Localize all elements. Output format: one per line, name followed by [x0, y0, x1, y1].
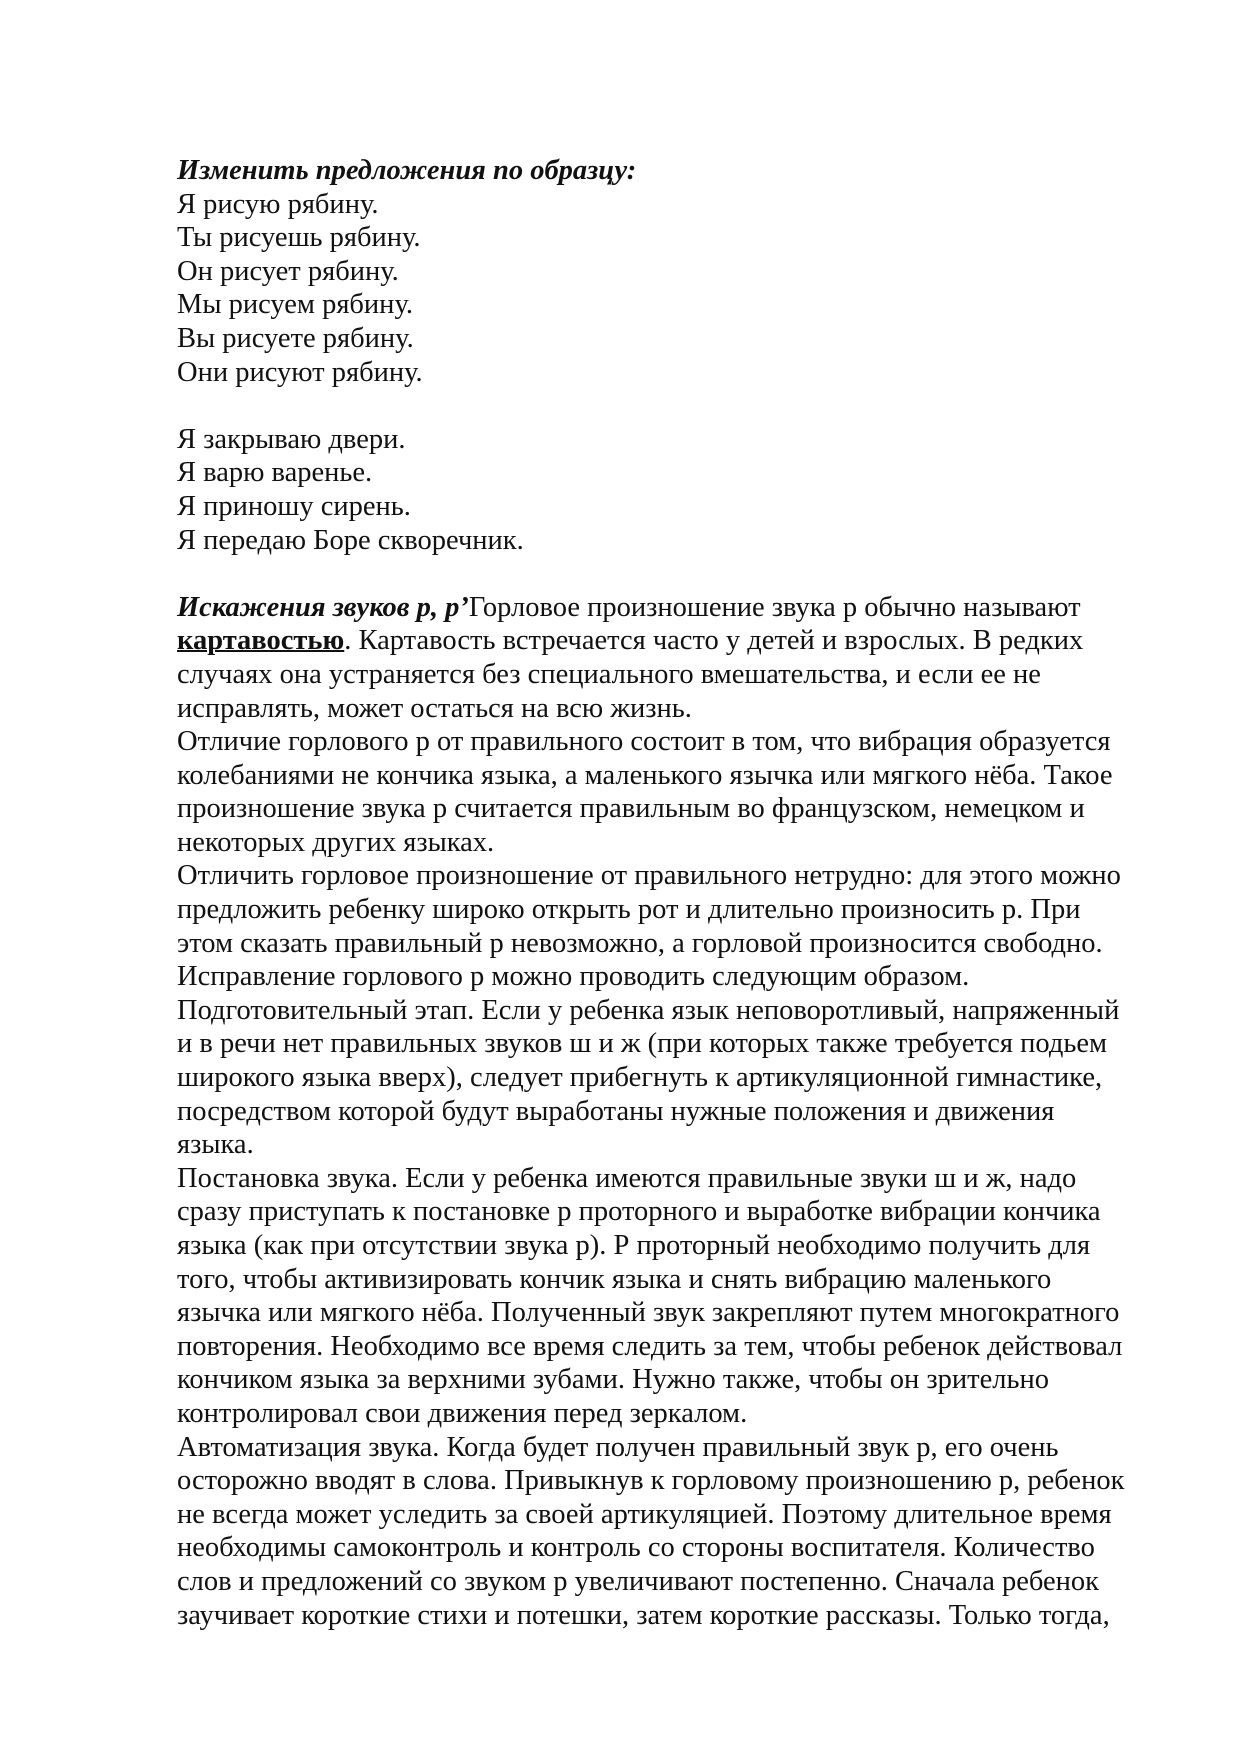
term-kartavost: картавостью	[177, 625, 345, 657]
article-line: Подготовительный этап. Если у ребенка язык неповоротливый, напряженный	[177, 994, 1120, 1026]
article-line: Отличие горлового р от правильного состоит в том, что вибрация образуется	[177, 726, 1111, 758]
example-line: Они рисуют рябину.	[177, 356, 423, 388]
article-line: Постановка звука. Если у ребенка имеются правильные звуки ш и ж, надо	[177, 1162, 1077, 1194]
document-page	[177, 154, 1177, 1632]
article-text: . Картавость встречается часто у детей и взрослых. В редких	[344, 625, 1084, 657]
article-line: произношение звука р считается правильным во французском, немецком и	[177, 793, 1085, 825]
article-line: осторожно вводят в слова. Привыкнув к горловому произношению р, ребенок	[177, 1465, 1125, 1497]
article-line: Исправление горлового р можно проводить следующим образом.	[177, 961, 970, 993]
blank-line	[177, 389, 1177, 423]
example-line: Ты рисуешь рябину.	[177, 222, 421, 254]
task-line: Я передаю Боре скворечник.	[177, 524, 524, 556]
article-lines	[177, 658, 1177, 1632]
article-line: повторения. Необходимо все время следить за тем, чтобы ребенок действовал	[177, 1330, 1123, 1362]
article-line	[177, 624, 1177, 658]
example-line: Он рисует рябину.	[177, 255, 399, 287]
article-line: заучивает короткие стихи и потешки, затем короткие рассказы. Только тогда,	[177, 1599, 1110, 1631]
article-line: языка.	[177, 1129, 254, 1161]
article-line: кончиком языка за верхними зубами. Нужно также, чтобы он зрительно	[177, 1364, 1050, 1396]
task-line: Я закрываю двери.	[177, 423, 406, 455]
article-line: случаях она устраняется без специального вмешательства, и если ее не	[177, 658, 1041, 690]
example-line: Я рисую рябину.	[177, 188, 379, 220]
article-body	[177, 591, 1177, 1632]
blank-line	[177, 557, 1177, 591]
article-line: сразу приступать к постановке р проторного и выработке вибрации кончика	[177, 1196, 1101, 1228]
article-line: и в речи нет правильных звуков ш и ж (при которых также требуется подьем	[177, 1028, 1108, 1060]
article-line	[177, 591, 1177, 625]
article-line: предложить ребенку широко открыть рот и длительно произносить р. При	[177, 894, 1081, 926]
article-line: исправлять, может остаться на всю жизнь.	[177, 692, 692, 724]
example-sentences	[177, 188, 1177, 390]
task-line: Я варю варенье.	[177, 457, 373, 489]
article-line: язычка или мягкого нёба. Полученный звук закрепляют путем многократного	[177, 1297, 1120, 1329]
article-line: колебаниями не кончика языка, а маленького язычка или мягкого нёба. Такое	[177, 759, 1113, 791]
task-line: Я приношу сирень.	[177, 490, 411, 522]
article-line: необходимы самоконтроль и контроль со стороны воспитателя. Количество	[177, 1532, 1095, 1564]
example-line: Вы рисуете рябину.	[177, 322, 414, 354]
article-text: Горловое произношение звука р обычно называют	[468, 591, 1081, 623]
article-line: слов и предложений со звуком р увеличивают постепенно. Сначала ребенок	[177, 1565, 1099, 1597]
exercise-heading: Изменить предложения по образцу:	[177, 155, 637, 186]
article-line: языка (как при отсутствии звука р). Р проторный необходимо получить для	[177, 1230, 1091, 1261]
article-line: не всегда может уследить за своей артикуляцией. Поэтому длительное время	[177, 1498, 1112, 1530]
article-line: этом сказать правильный р невозможно, а горловой произносится свободно.	[177, 927, 1103, 959]
article-line: некоторых других языках.	[177, 826, 495, 858]
article-line: посредством которой будут выработаны нужные положения и движения	[177, 1095, 1055, 1127]
task-sentences	[177, 423, 1177, 557]
article-line: Отличить горловое произношение от правильного нетрудно: для этого можно	[177, 860, 1121, 892]
article-line: широкого языка вверх), следует прибегнуть к артикуляционной гимнастике,	[177, 1062, 1103, 1094]
article-heading: Искажения звуков р, р’	[177, 591, 469, 623]
article-line: контролировал свои движения перед зеркалом.	[177, 1397, 748, 1429]
article-line: Автоматизация звука. Когда будет получен правильный звук р, его очень	[177, 1431, 1059, 1463]
example-line: Мы рисуем рябину.	[177, 289, 413, 321]
article-line: того, чтобы активизировать кончик языка и снять вибрацию маленького	[177, 1263, 1052, 1295]
